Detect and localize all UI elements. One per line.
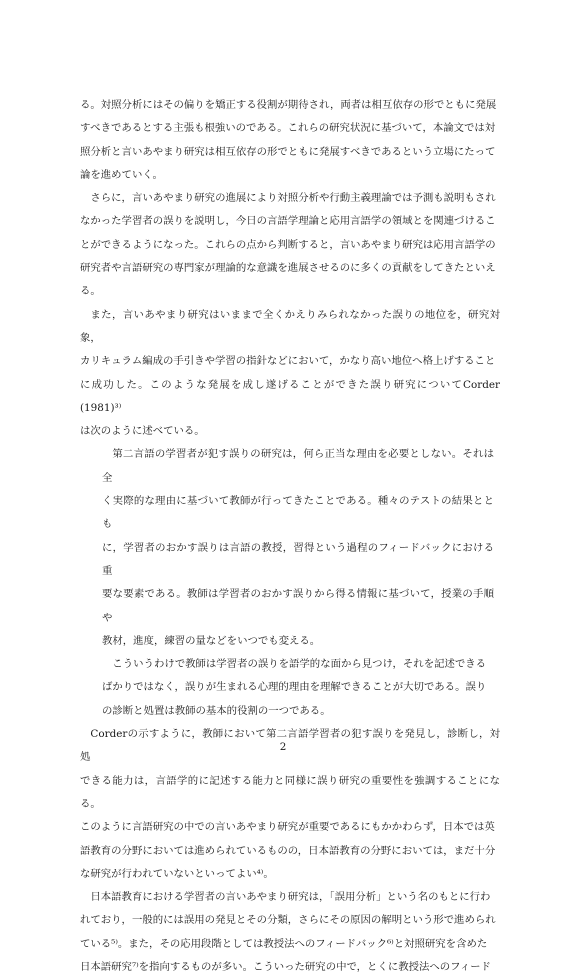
paragraph: Corderの示すように，教師において第二言語学習者の犯す誤りを発見し，診断し，対処 できる能力は，言語学的に記述する能力と同様に誤り研究の重要性を強調することになる。 このように言語研究の中での言いあやまり研究が重要であるにもかかわらず，日本では英 語教育の分野においては進められているものの，日本語教育の分野においては，まだ十分 な研究が行われていないといってよい⁴⁾。 [80, 728, 500, 880]
paragraph-continuation: る。対照分析にはその偏りを矯正する役割が期待され，両者は相互依存の形でともに発展 すべきであるとする主張も根強いのである。これらの研究状況に基づいて，本論文では対 照分析と言いあやまり研究は相互依存の形でともに発展すべきであるという立場にたって 論を進めていく。 [80, 99, 497, 181]
block-quote-paragraph: 第二言語の学習者が犯す誤りの研究は，何ら正当な理由を必要としない。それは全 く実際的な理由に基づいて教師が行ってきたことである。種々のテストの結果ととも に，学習者のおかす誤りは言語の教授，習得という過程のフィードバックにおける重 要な要素である。教師は学習者のおかす誤りから得る情報に基づいて，授業の手順や 教材，進度，練習の量などをいつでも変える。 [102, 448, 494, 647]
block-quote-paragraph: こういうわけで教師は学習者の誤りを語学的な面から見つけ，それを記述できる ばかりではなく，誤りが生まれる心理的理由を理解できることが大切である。誤り の診断と処置は教師の基本的役割の一つである。 [102, 658, 487, 717]
paragraph: 日本語教育における学習者の言いあやまり研究は，「誤用分析」という名のもとに行わ れており，一般的には誤用の発見とその分類，さらにその原因の解明という形で進められ ている⁵⁾。また，その応用段階としては教授法へのフィードバック⁶⁾と対照研究を含めた 日本語研究⁷⁾を指向するものが多い。こういった研究の中で，とくに教授法へのフィード [80, 891, 496, 973]
page-number: 2 [279, 741, 287, 753]
body-text [80, 94, 500, 979]
paragraph: さらに，言いあやまり研究の進展により対照分析や行動主義理論では予測も説明もされ なかった学習者の誤りを説明し，今日の言語学理論と応用言語学の領域とを関連づけるこ とができるようになった。これらの点から判断すると，言いあやまり研究は応用言語学の 研究者や言語研究の専門家が理論的な意識を進展させるのに多くの貢献をしてきたといえ る。 [80, 192, 496, 298]
paragraph: また，言いあやまり研究はいままで全くかえりみられなかった誤りの地位を，研究対象， カリキュラム編成の手引きや学習の指針などにおいて，かなり高い地位へ格上げすること に成功した。このような発展を成し遂げることができた誤り研究についてCorder (1981)³⁾ は次のように述べている。 [80, 308, 500, 438]
